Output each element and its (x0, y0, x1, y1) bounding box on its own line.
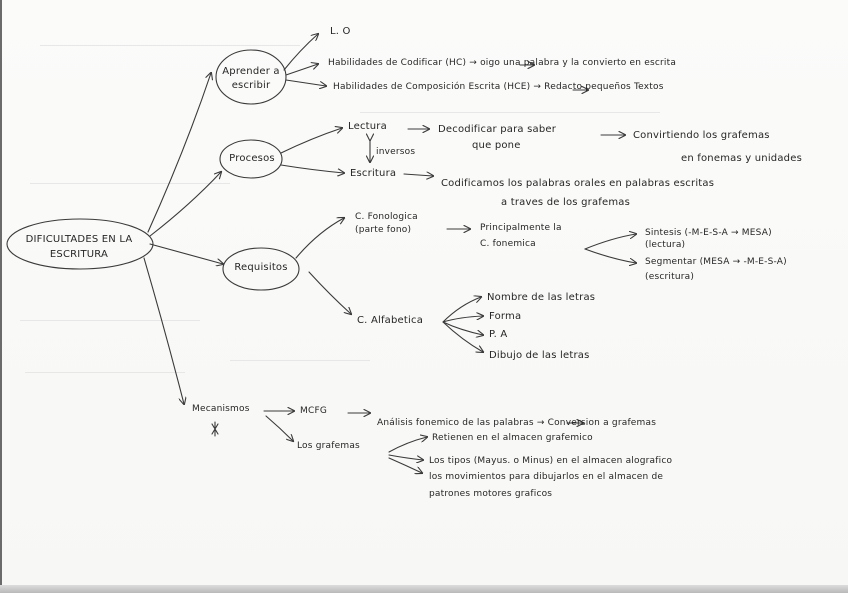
alfa-item-forma: Forma (489, 311, 522, 322)
principal-line2: C. fonemica (480, 239, 536, 249)
edge-mecanismos-grafemas (266, 416, 293, 441)
page-bottom-edge (0, 585, 848, 593)
grafemas-item-4: patrones motores graficos (429, 489, 553, 499)
hc-label: Habilidades de Codificar (HC) → oigo una palabra y la convierto en escrita (328, 58, 677, 68)
c-fonologica-line2: (parte fono) (355, 225, 412, 235)
edge-procesos-lectura (281, 128, 342, 153)
lectura-label: Lectura (348, 121, 387, 132)
hce-label: Habilidades de Composición Escrita (HCE) → Redacto pequeños Textos (333, 82, 664, 92)
edge-root-requisitos (150, 244, 223, 264)
edge-requisitos-fono (296, 218, 344, 258)
mecanismos-label: Mecanismos (192, 404, 250, 414)
c-fonologica-line1: C. Fonologica (355, 212, 418, 222)
requisitos-label: Requisitos (234, 262, 288, 273)
inversos-label: inversos (376, 147, 416, 157)
root-label-line2: ESCRITURA (49, 249, 109, 260)
grafemas-item-2: Los tipos (Mayus. o Minus) en el almacen alografico (429, 456, 673, 466)
segmentar-line1: Segmentar (MESA → -M-E-S-A) (645, 257, 787, 267)
lo-label: L. O (330, 26, 351, 37)
segmentar-line2: (escritura) (645, 272, 695, 282)
edge-root-aprender (148, 73, 211, 232)
arrow-escritura-desc (404, 174, 433, 176)
lectura-desc-line2: que pone (472, 140, 521, 151)
lectura-result-line2: en fonemas y unidades (681, 153, 802, 164)
principal-line1: Principalmente la (480, 223, 562, 233)
edge-root-mecanismos (144, 258, 184, 404)
mcfg-label: MCFG (300, 406, 328, 416)
c-alfabetica-label: C. Alfabetica (357, 315, 424, 326)
edge-grafemas-item3 (389, 458, 422, 473)
edge-principal-sintesis (585, 234, 636, 249)
edge-requisitos-alfa (309, 272, 351, 314)
edge-aprender-hce (286, 80, 326, 86)
grafemas-item-1: Retienen en el almacen grafemico (432, 433, 593, 443)
alfa-item-dibujo: Dibujo de las letras (489, 350, 590, 361)
escritura-label: Escritura (350, 168, 397, 179)
edge-procesos-escritura (281, 165, 344, 173)
sintesis-line1: Sintesis (-M-E-S-A → MESA) (645, 228, 772, 238)
mcfg-desc: Análisis fonemico de las palabras → Conversion a grafemas (377, 418, 657, 428)
edge-alfa-dibujo (443, 322, 483, 352)
alfa-item-pa: P. A (489, 329, 508, 340)
sintesis-line2: (lectura) (645, 240, 686, 250)
lectura-desc-line1: Decodificar para saber (438, 124, 557, 135)
escritura-desc-line1: Codificamos los palabras orales en palabras escritas (441, 178, 715, 189)
procesos-label: Procesos (229, 153, 275, 164)
aprender-label-line1: Aprender a (222, 66, 280, 77)
aprender-label-line2: escribir (231, 80, 271, 91)
edge-aprender-hc (286, 64, 318, 75)
edge-principal-segmentar (585, 249, 636, 263)
grafemas-label: Los grafemas (297, 441, 360, 451)
edge-grafemas-item1 (389, 437, 427, 452)
alfa-item-nombre: Nombre de las letras (487, 292, 596, 303)
grafemas-item-3: los movimientos para dibujarlos en el almacen de (429, 472, 664, 482)
edge-aprender-lo (284, 34, 318, 70)
escritura-desc-line2: a traves de los grafemas (501, 197, 631, 208)
asterisk-mark (212, 422, 218, 436)
lectura-result-line1: Convirtiendo los grafemas (633, 130, 770, 141)
root-label-line1: DIFICULTADES EN LA (25, 234, 133, 245)
edge-grafemas-item2 (389, 455, 423, 460)
edge-alfa-pa (443, 322, 483, 335)
